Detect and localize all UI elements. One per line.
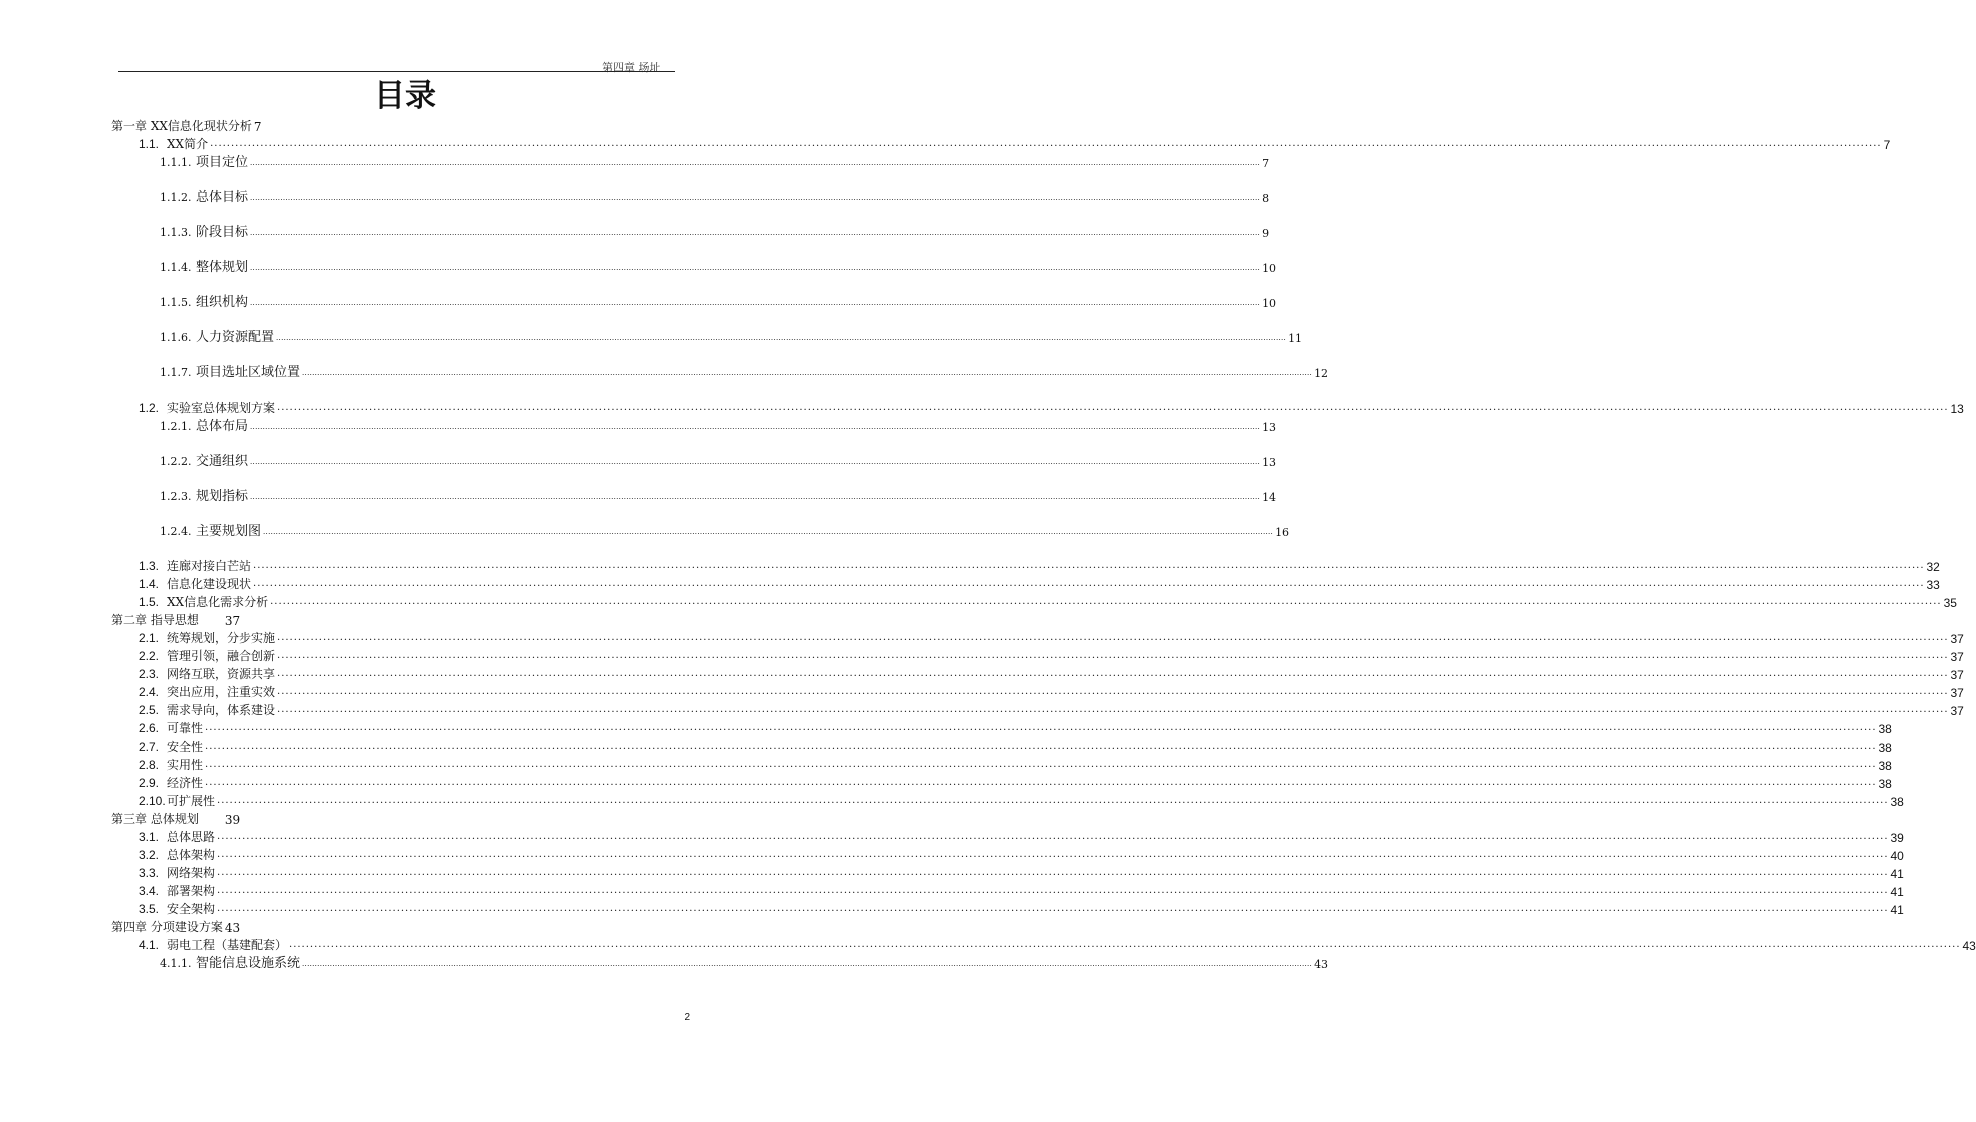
toc-entry-page: 12 — [1314, 367, 1329, 380]
toc-section-entry[interactable] — [139, 737, 1892, 755]
toc-chapter-entry[interactable] — [111, 809, 240, 827]
toc-subsection-entry[interactable] — [160, 222, 1270, 240]
toc-entry-title: 实用性 — [167, 758, 204, 772]
toc-entry-page: 7 — [253, 120, 262, 134]
toc-dot-leader: ................................................................................................................................................................................................................................................................................................................................................................................................................ — [263, 528, 1274, 536]
toc-subsection-entry[interactable] — [160, 486, 1277, 504]
toc-section-entry[interactable] — [139, 827, 1904, 845]
toc-entry-page: 43 — [224, 921, 241, 935]
toc-dot-leader: ................................................................................................................................................................................................................................................................................................................................................................................................................ — [217, 831, 1889, 842]
toc-entry-page: 10 — [1262, 262, 1277, 275]
toc-dot-leader: ................................................................................................................................................................................................................................................................................................................................................................................................................ — [217, 903, 1889, 914]
toc-dot-leader: ................................................................................................................................................................................................................................................................................................................................................................................................................ — [217, 867, 1889, 878]
toc-dot-leader: ................................................................................................................................................................................................................................................................................................................................................................................................................ — [250, 458, 1261, 466]
toc-subsection-entry[interactable] — [160, 521, 1290, 539]
toc-entry-label — [139, 846, 215, 863]
toc-entry-page: 37 — [224, 614, 241, 628]
toc-entry-page: 40 — [1890, 849, 1904, 863]
header-rule — [118, 71, 675, 72]
toc-entry-page: 41 — [1890, 885, 1904, 899]
toc-entry-page: 43 — [1962, 939, 1976, 953]
toc-section-entry[interactable] — [139, 755, 1892, 773]
toc-entry-page: 38 — [1890, 795, 1904, 809]
toc-dot-leader: ................................................................................................................................................................................................................................................................................................................................................................................................................ — [250, 493, 1261, 501]
toc-entry-page: 37 — [1950, 632, 1964, 646]
toc-entry-title: 第三章 总体规划 — [111, 812, 199, 826]
toc-dot-leader: ................................................................................................................................................................................................................................................................................................................................................................................................................ — [210, 138, 1882, 149]
toc-entry-number: 2.3. — [139, 667, 160, 681]
toc-entry-number: 1.1.4. — [160, 261, 192, 274]
toc-entry-label — [160, 520, 261, 539]
toc-entry-title: 信息化建设现状 — [167, 577, 252, 591]
toc-entry-number: 1.2.4. — [160, 525, 192, 538]
toc-entry-page: 38 — [1878, 759, 1892, 773]
toc-entry-title: XX信息化需求分析 — [167, 595, 269, 609]
toc-section-entry[interactable] — [139, 398, 1964, 416]
toc-entry-number: 1.2.2. — [160, 455, 192, 468]
toc-entry-title: 总体布局 — [196, 419, 249, 434]
toc-entry-label — [139, 882, 215, 899]
toc-entry-label — [139, 135, 208, 152]
toc-dot-leader: ................................................................................................................................................................................................................................................................................................................................................................................................................ — [253, 578, 1925, 589]
toc-entry-page: 37 — [1950, 650, 1964, 664]
toc-subsection-entry[interactable] — [160, 152, 1270, 170]
toc-dot-leader: ................................................................................................................................................................................................................................................................................................................................................................................................................ — [277, 686, 1949, 697]
toc-dot-leader: ................................................................................................................................................................................................................................................................................................................................................................................................................ — [250, 264, 1261, 272]
toc-entry-label — [160, 186, 248, 205]
toc-dot-leader: ................................................................................................................................................................................................................................................................................................................................................................................................................ — [250, 229, 1261, 237]
toc-section-entry[interactable] — [139, 628, 1964, 646]
toc-entry-page: 43 — [1314, 958, 1329, 971]
toc-dot-leader: ................................................................................................................................................................................................................................................................................................................................................................................................................ — [205, 759, 1877, 770]
toc-dot-leader: ................................................................................................................................................................................................................................................................................................................................................................................................................ — [302, 960, 1313, 968]
toc-entry-title: 弱电工程（基建配套） — [167, 938, 288, 952]
page-number: 2 — [684, 1012, 690, 1023]
toc-entry-title: 阶段目标 — [196, 225, 249, 240]
toc-entry-page: 35 — [1943, 596, 1957, 610]
toc-entry-number: 2.2. — [139, 649, 160, 663]
toc-entry-page: 37 — [1950, 686, 1964, 700]
toc-section-entry[interactable] — [139, 863, 1904, 881]
toc-entry-number: 1.1. — [139, 137, 160, 151]
toc-entry-title: 第二章 指导思想 — [111, 613, 199, 627]
toc-entry-title: 总体思路 — [167, 830, 216, 844]
toc-entry-label — [160, 326, 274, 345]
toc-section-entry[interactable] — [139, 682, 1964, 700]
toc-entry-label — [139, 647, 275, 664]
toc-section-entry[interactable] — [139, 718, 1892, 736]
toc-entry-page: 41 — [1890, 903, 1904, 917]
toc-entry-number: 4.1. — [139, 938, 160, 952]
toc-entry-number: 3.1. — [139, 830, 160, 844]
toc-section-entry[interactable] — [139, 556, 1940, 574]
toc-entry-label — [160, 415, 248, 434]
toc-entry-number: 3.3. — [139, 866, 160, 880]
toc-entry-title: 实验室总体规划方案 — [167, 401, 276, 415]
toc-entry-label — [139, 792, 215, 809]
toc-entry-page: 37 — [1950, 668, 1964, 682]
toc-entry-label — [160, 952, 300, 971]
toc-entry-label — [160, 221, 248, 240]
toc-dot-leader: ................................................................................................................................................................................................................................................................................................................................................................................................................ — [205, 722, 1877, 733]
toc-entry-number: 1.4. — [139, 577, 160, 591]
toc-entry-number: 1.1.5. — [160, 296, 192, 309]
toc-entry-number: 4.1.1. — [160, 957, 192, 970]
toc-dot-leader: ................................................................................................................................................................................................................................................................................................................................................................................................................ — [277, 668, 1949, 679]
toc-subsection-entry[interactable] — [160, 327, 1303, 345]
toc-entry-page: 39 — [224, 813, 241, 827]
toc-chapter-entry[interactable] — [111, 610, 240, 628]
toc-entry-number: 2.10. — [139, 794, 166, 808]
toc-entry-title: XX简介 — [167, 137, 209, 151]
toc-dot-leader: ................................................................................................................................................................................................................................................................................................................................................................................................................ — [217, 795, 1889, 806]
toc-section-entry[interactable] — [139, 881, 1904, 899]
toc-subsection-entry[interactable] — [160, 292, 1277, 310]
toc-entry-label — [160, 450, 248, 469]
toc-entry-title: 需求导向，体系建设 — [167, 703, 276, 717]
toc-entry-title: 规划指标 — [196, 489, 249, 504]
toc-entry-number: 1.1.1. — [160, 156, 192, 169]
toc-entry-page: 13 — [1262, 421, 1277, 434]
page-title: 目录 — [374, 78, 436, 114]
toc-entry-title: 组织机构 — [196, 295, 249, 310]
toc-entry-page: 14 — [1262, 491, 1277, 504]
toc-entry-title: 总体架构 — [167, 848, 216, 862]
toc-dot-leader: ................................................................................................................................................................................................................................................................................................................................................................................................................ — [217, 885, 1889, 896]
toc-entry-title: 安全性 — [167, 740, 204, 754]
toc-entry-title: 项目选址区域位置 — [196, 365, 301, 380]
toc-entry-number: 1.1.6. — [160, 331, 192, 344]
toc-entry-title: 项目定位 — [196, 155, 249, 170]
toc-entry-number: 1.2. — [139, 401, 160, 415]
toc-entry-number: 3.2. — [139, 848, 160, 862]
toc-dot-leader: ................................................................................................................................................................................................................................................................................................................................................................................................................ — [277, 632, 1949, 643]
toc-entry-number: 2.6. — [139, 721, 160, 735]
toc-entry-number: 1.3. — [139, 559, 160, 573]
toc-entry-page: 9 — [1262, 227, 1270, 240]
toc-entry-title: 第一章 XX信息化现状分析 — [111, 119, 252, 133]
toc-dot-leader: ................................................................................................................................................................................................................................................................................................................................................................................................................ — [250, 159, 1261, 167]
toc-entry-page: 13 — [1950, 402, 1964, 416]
toc-dot-leader: ................................................................................................................................................................................................................................................................................................................................................................................................................ — [250, 299, 1261, 307]
toc-entry-label — [160, 485, 248, 504]
toc-entry-number: 1.1.7. — [160, 366, 192, 379]
toc-entry-label — [139, 900, 215, 917]
toc-dot-leader: ................................................................................................................................................................................................................................................................................................................................................................................................................ — [253, 560, 1925, 571]
toc-subsection-entry[interactable] — [160, 451, 1277, 469]
toc-entry-label — [160, 361, 300, 380]
toc-entry-number: 1.1.2. — [160, 191, 192, 204]
toc-entry-number: 2.7. — [139, 740, 160, 754]
toc-entry-title: 交通组织 — [196, 454, 249, 469]
toc-entry-title: 可靠性 — [167, 721, 204, 735]
toc-entry-number: 2.5. — [139, 703, 160, 717]
toc-entry-page: 37 — [1950, 704, 1964, 718]
toc-entry-label — [139, 756, 203, 773]
toc-entry-label — [139, 683, 275, 700]
toc-dot-leader: ................................................................................................................................................................................................................................................................................................................................................................................................................ — [276, 334, 1287, 342]
toc-entry-label — [139, 828, 215, 845]
toc-entry-title: 主要规划图 — [196, 524, 262, 539]
toc-subsection-entry[interactable] — [160, 257, 1277, 275]
toc-entry-label — [160, 291, 248, 310]
toc-entry-label — [139, 719, 203, 736]
toc-entry-title: 网络架构 — [167, 866, 216, 880]
toc-entry-label — [139, 701, 275, 718]
toc-entry-page: 38 — [1878, 741, 1892, 755]
toc-entry-title: 管理引领，融合创新 — [167, 649, 276, 663]
toc-entry-page: 41 — [1890, 867, 1904, 881]
toc-entry-page: 11 — [1288, 332, 1303, 345]
toc-entry-label — [139, 399, 275, 416]
toc-entry-number: 1.2.3. — [160, 490, 192, 503]
toc-section-entry[interactable] — [139, 134, 1891, 152]
toc-entry-page: 39 — [1890, 831, 1904, 845]
toc-section-entry[interactable] — [139, 845, 1904, 863]
toc-section-entry[interactable] — [139, 646, 1964, 664]
toc-dot-leader: ................................................................................................................................................................................................................................................................................................................................................................................................................ — [250, 423, 1261, 431]
toc-entry-label — [139, 575, 251, 592]
toc-entry-label — [139, 665, 275, 682]
toc-section-entry[interactable] — [139, 899, 1904, 917]
toc-entry-number: 2.1. — [139, 631, 160, 645]
toc-dot-leader: ................................................................................................................................................................................................................................................................................................................................................................................................................ — [289, 939, 1961, 950]
toc-entry-page: 38 — [1878, 777, 1892, 791]
toc-dot-leader: ................................................................................................................................................................................................................................................................................................................................................................................................................ — [205, 741, 1877, 752]
toc-dot-leader: ................................................................................................................................................................................................................................................................................................................................................................................................................ — [205, 777, 1877, 788]
toc-entry-number: 2.9. — [139, 776, 160, 790]
toc-section-entry[interactable] — [139, 773, 1892, 791]
toc-dot-leader: ................................................................................................................................................................................................................................................................................................................................................................................................................ — [302, 369, 1313, 377]
toc-entry-label — [139, 738, 203, 755]
toc-dot-leader: ................................................................................................................................................................................................................................................................................................................................................................................................................ — [250, 194, 1261, 202]
toc-entry-title: 突出应用，注重实效 — [167, 685, 276, 699]
toc-entry-page: 7 — [1883, 138, 1891, 152]
toc-dot-leader: ................................................................................................................................................................................................................................................................................................................................................................................................................ — [217, 849, 1889, 860]
toc-entry-label — [160, 256, 248, 275]
toc-entry-page: 8 — [1262, 192, 1270, 205]
toc-entry-title: 第四章 分项建设方案 — [111, 920, 223, 934]
toc-chapter-entry[interactable] — [111, 116, 262, 134]
toc-entry-page: 33 — [1926, 578, 1940, 592]
toc-entry-number: 1.2.1. — [160, 420, 192, 433]
toc-entry-number: 1.1.3. — [160, 226, 192, 239]
toc-entry-label — [139, 864, 215, 881]
toc-entry-label — [139, 936, 287, 953]
toc-entry-number: 2.8. — [139, 758, 160, 772]
toc-entry-title: 连廊对接白芒站 — [167, 559, 252, 573]
toc-subsection-entry[interactable] — [160, 187, 1270, 205]
toc-entry-title: 智能信息设施系统 — [196, 956, 301, 971]
toc-dot-leader: ................................................................................................................................................................................................................................................................................................................................................................................................................ — [277, 650, 1949, 661]
toc-entry-label — [139, 557, 251, 574]
toc-entry-label — [139, 774, 203, 791]
toc-section-entry[interactable] — [139, 935, 1976, 953]
toc-entry-page: 7 — [1262, 157, 1270, 170]
toc-section-entry[interactable] — [139, 664, 1964, 682]
toc-entry-title: 安全架构 — [167, 902, 216, 916]
toc-entry-number: 3.5. — [139, 902, 160, 916]
toc-entry-label — [160, 151, 248, 170]
toc-dot-leader: ................................................................................................................................................................................................................................................................................................................................................................................................................ — [270, 596, 1942, 607]
toc-entry-number: 2.4. — [139, 685, 160, 699]
toc-dot-leader: ................................................................................................................................................................................................................................................................................................................................................................................................................ — [277, 704, 1949, 715]
toc-section-entry[interactable] — [139, 592, 1957, 610]
toc-subsection-entry[interactable] — [160, 953, 1329, 971]
toc-entry-page: 10 — [1262, 297, 1277, 310]
toc-dot-leader: ................................................................................................................................................................................................................................................................................................................................................................................................................ — [277, 402, 1949, 413]
toc-subsection-entry[interactable] — [160, 416, 1277, 434]
toc-entry-title: 统筹规划，分步实施 — [167, 631, 276, 645]
toc-entry-label — [139, 629, 275, 646]
toc-chapter-entry[interactable] — [111, 917, 240, 935]
toc-entry-title: 可扩展性 — [167, 794, 216, 808]
toc-section-entry[interactable] — [139, 574, 1940, 592]
toc-entry-page: 32 — [1926, 560, 1940, 574]
toc-entry-title: 网络互联，资源共享 — [167, 667, 276, 681]
toc-entry-page: 13 — [1262, 456, 1277, 469]
toc-entry-title: 人力资源配置 — [196, 330, 275, 345]
toc-entry-title: 整体规划 — [196, 260, 249, 275]
toc-entry-title: 经济性 — [167, 776, 204, 790]
toc-entry-title: 总体目标 — [196, 190, 249, 205]
toc-entry-page: 16 — [1275, 526, 1290, 539]
toc-entry-number: 1.5. — [139, 595, 160, 609]
toc-section-entry[interactable] — [139, 791, 1904, 809]
toc-section-entry[interactable] — [139, 700, 1964, 718]
toc-subsection-entry[interactable] — [160, 362, 1329, 380]
toc-entry-page: 38 — [1878, 722, 1892, 736]
running-header: 第四章 场址 — [602, 61, 661, 74]
toc-entry-title: 部署架构 — [167, 884, 216, 898]
toc-entry-label — [139, 593, 268, 610]
toc-entry-number: 3.4. — [139, 884, 160, 898]
